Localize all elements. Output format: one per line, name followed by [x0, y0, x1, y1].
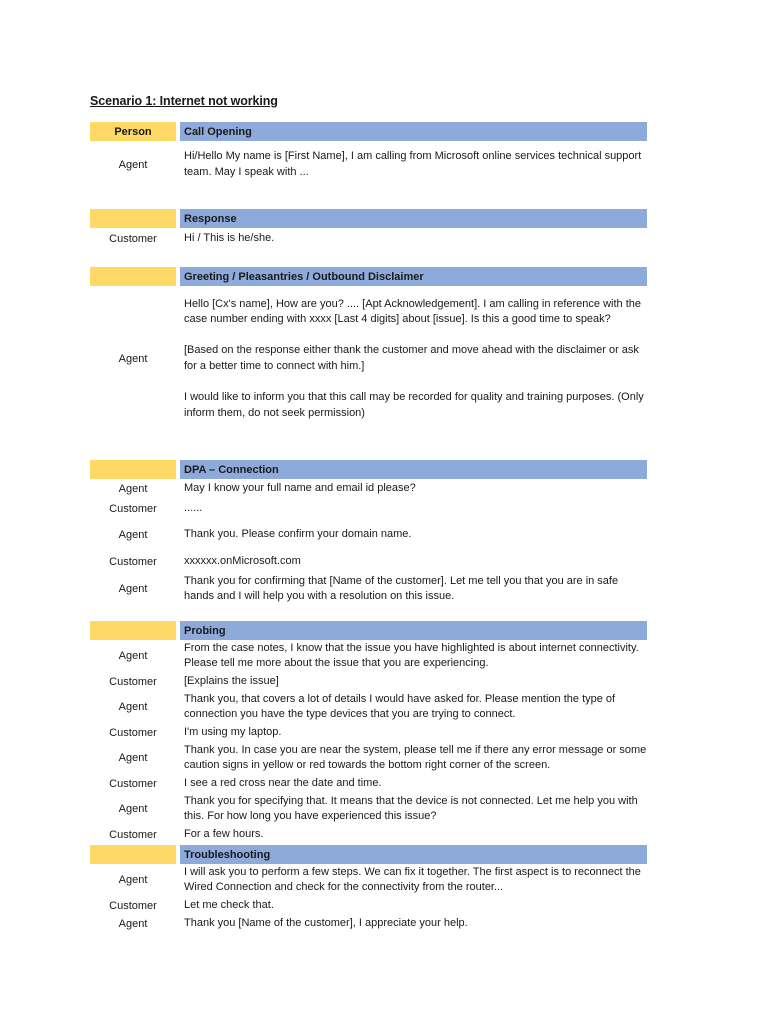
speaker-label: Customer — [109, 899, 157, 912]
script-text: I will ask you to perform a few steps. We can fix it together. The first aspect is to reconnect the Wired Connection and check for the connectivity from the router... — [184, 865, 644, 893]
section-title: Probing — [176, 621, 647, 640]
script-text: xxxxxx.onMicrosoft.com — [184, 555, 301, 568]
script-text: Thank you. Please confirm your domain name. — [184, 528, 412, 541]
script-text: Thank you. In case you are near the system, please tell me if there any error message or some caution signs in yellow or red towards the bottom right corner of the screen. — [184, 743, 650, 771]
section-call-opening — [90, 122, 647, 188]
section-title: Troubleshooting — [176, 845, 647, 864]
script-text: ...... — [184, 502, 203, 515]
script-text: From the case notes, I know that the issue you have highlighted is about internet connectivity. Please tell me more about the issue that you are experiencing. — [184, 641, 642, 669]
section-troubleshooting — [90, 845, 647, 932]
person-column-header — [90, 460, 176, 479]
section-header — [90, 845, 647, 864]
script-row — [90, 864, 647, 896]
script-row — [90, 691, 647, 723]
section-header — [90, 122, 647, 141]
script-text: Hello [Cx's name], How are you? .... [Apt Acknowledgement]. I am calling in reference with the case number ending with xxxx [Last 4 digits] about [issue]. Is this a good time to speak? [Based on the response either thank the customer and move ahead with the disclaimer or ask for a better time to connect with him.] I would like to inform you that this call may be recorded for quality and training purposes. (Only inform them, do not seek permission) — [184, 297, 644, 419]
script-row — [90, 896, 647, 915]
speaker-label: Customer — [109, 503, 157, 515]
person-column-header — [90, 845, 176, 864]
script-text: Let me check that. — [184, 898, 274, 911]
script-text: Hi/Hello My name is [First Name], I am calling from Microsoft online services technical support team. May I speak with ... — [184, 150, 645, 178]
script-text: I see a red cross near the date and time. — [184, 776, 382, 789]
section-title: Greeting / Pleasantries / Outbound Disclaimer — [176, 267, 647, 286]
script-row — [90, 479, 647, 499]
speaker-label: Agent — [118, 529, 148, 541]
section-header — [90, 267, 647, 286]
section-response — [90, 209, 647, 250]
person-column-header — [90, 621, 176, 640]
script-text: Thank you for specifying that. It means that the device is not connected. Let me help you with this. For how long you have experienced this issue? — [184, 794, 641, 822]
speaker-label: Customer — [109, 777, 157, 790]
script-row — [90, 774, 647, 793]
script-text: Hi / This is he/she. — [184, 232, 275, 245]
script-text: Thank you for confirming that [Name of the customer]. Let me tell you that you are in safe hands and I will help you with a resolution on this issue. — [184, 574, 622, 602]
speaker-label: Customer — [109, 726, 157, 739]
speaker-label: Customer — [109, 829, 157, 841]
speaker-label: Agent — [118, 583, 148, 595]
speaker-label: Agent — [118, 158, 148, 171]
speaker-label: Customer — [109, 233, 157, 245]
speaker-label: Agent — [118, 917, 148, 930]
speaker-label: Agent — [118, 650, 148, 662]
script-row — [90, 672, 647, 691]
section-probing — [90, 621, 650, 845]
person-column-header: Person — [90, 122, 176, 141]
section-title: Response — [176, 209, 647, 228]
script-row — [90, 793, 647, 825]
section-title: Call Opening — [176, 122, 647, 141]
speaker-label: Agent — [118, 483, 148, 495]
script-text: For a few hours. — [184, 828, 264, 841]
speaker-label: Agent — [118, 701, 148, 713]
speaker-label: Agent — [118, 353, 148, 365]
script-text: I'm using my laptop. — [184, 725, 282, 738]
section-header — [90, 209, 647, 228]
section-header — [90, 460, 647, 479]
speaker-label: Agent — [118, 752, 148, 764]
script-row — [90, 825, 647, 845]
script-row — [90, 499, 647, 519]
person-column-header — [90, 209, 176, 228]
script-row — [90, 551, 647, 573]
script-text: Thank you [Name of the customer], I appreciate your help. — [184, 916, 468, 929]
section-dpa-connection — [90, 460, 647, 605]
script-row — [90, 286, 647, 432]
script-text: [Explains the issue] — [184, 674, 279, 687]
speaker-label: Customer — [109, 675, 157, 688]
speaker-label: Agent — [118, 874, 148, 886]
script-row — [90, 573, 647, 605]
script-row — [90, 519, 647, 551]
script-text: May I know your full name and email id please? — [184, 482, 416, 495]
script-text: Thank you, that covers a lot of details I would have asked for. Please mention the type of connection you have the type devices that you are trying to connect. — [184, 692, 619, 720]
section-header — [90, 621, 647, 640]
speaker-label: Customer — [109, 556, 157, 568]
document-title: Scenario 1: Internet not working — [90, 94, 278, 108]
person-column-header — [90, 267, 176, 286]
script-row — [90, 915, 647, 932]
script-row — [90, 640, 647, 672]
section-greeting — [90, 267, 647, 432]
script-row — [90, 742, 650, 774]
speaker-label: Agent — [118, 803, 148, 815]
script-row — [90, 228, 647, 250]
section-title: DPA – Connection — [176, 460, 647, 479]
script-row — [90, 723, 647, 742]
script-row — [90, 141, 647, 188]
